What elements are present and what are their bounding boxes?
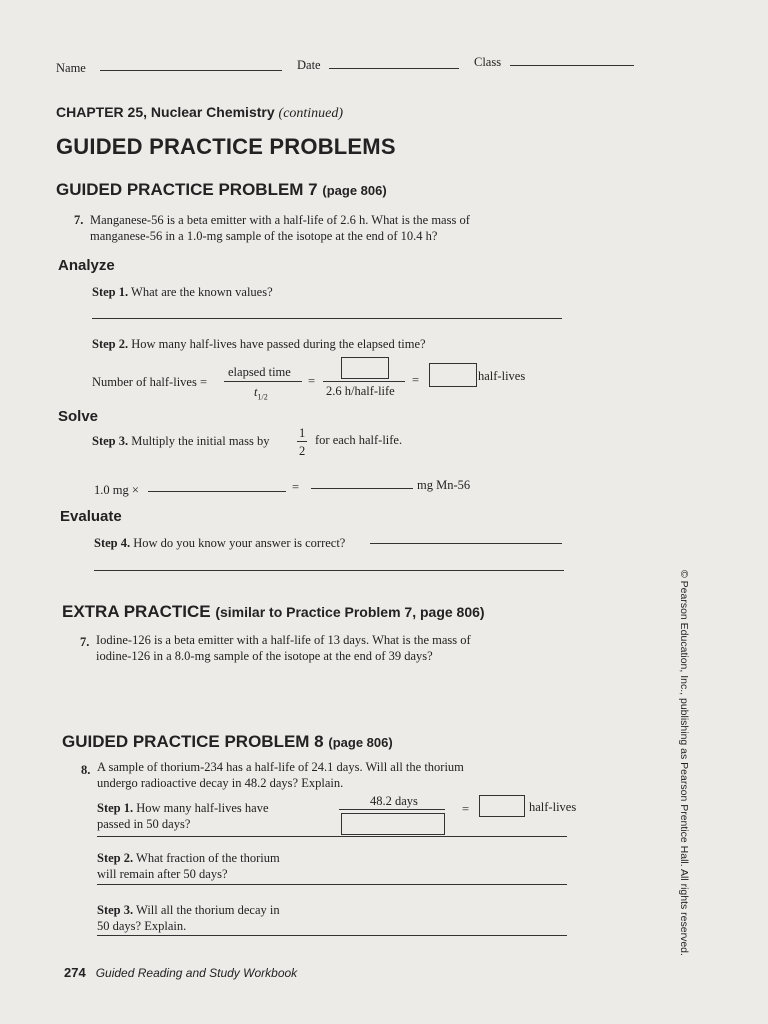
half-fraction-bar [297,441,307,442]
chapter-continued: (continued) [278,106,344,121]
gpp7-step2-label: Step 2. [92,337,129,351]
gpp7-page: (page 806) [322,183,387,198]
gpp8-step1-label: Step 1. [97,801,134,815]
gpp8-step2 [97,850,280,866]
gpp7-step1-text: What are the known values? [131,285,273,299]
gpp8-step1-line[interactable] [97,836,567,837]
gpp7-step4-answer-line[interactable] [94,570,564,571]
gpp7-question-line1: Manganese-56 is a beta emitter with a half-life of 2.6 h. What is the mass of [90,213,470,227]
footer [64,964,297,982]
footer-page-number: 274 [64,965,86,980]
gpp8-page: (page 806) [328,735,393,750]
footer-book-title: Guided Reading and Study Workbook [95,966,298,980]
gpp7-step1-label: Step 1. [92,285,129,299]
gpp7-step3 [92,433,269,449]
gpp8-question-line1: A sample of thorium-234 has a half-life of 24.1 days. Will all the thorium [97,760,464,774]
gpp7-step3-text: Multiply the initial mass by [131,434,270,448]
gpp8-step3-label: Step 3. [97,903,134,917]
gpp8-step3-text-b: 50 days? Explain. [97,919,187,933]
gpp8-question-line2: undergo radioactive decay in 48.2 days? Explain. [97,776,344,790]
mass-start: 1.0 mg × [94,483,139,497]
gpp7-step1 [92,284,273,300]
gpp7-question-line2: manganese-56 in a 1.0-mg sample of the isotope at the end of 10.4 h? [90,229,438,243]
extra-practice-heading [62,602,485,622]
halflife-denominator: 2.6 h/half-life [326,384,395,398]
gpp7-heading [56,180,387,200]
gpp8-step2-text-b: will remain after 50 days? [97,867,228,881]
equals-3: = [292,480,300,494]
elapsed-time-label: elapsed time [228,365,291,379]
date-label: Date [297,58,321,72]
gpp8-denominator-box[interactable] [341,813,445,835]
gpp8-number: 8. [81,763,91,777]
gpp8-equals: = [462,802,470,816]
gpp8-step3-text-a: Will all the thorium decay in [136,903,280,917]
name-label: Name [56,61,86,75]
analyze-heading: Analyze [58,257,115,274]
chapter-title: CHAPTER 25, Nuclear Chemistry [56,104,275,120]
gpp8-unit: half-lives [529,800,577,814]
extra-sub: (similar to Practice Problem 7, page 806) [215,604,485,620]
gpp8-numerator: 48.2 days [370,794,418,808]
page-title: GUIDED PRACTICE PROBLEMS [56,134,396,159]
mass-unit: mg Mn-56 [417,478,471,492]
name-blank[interactable] [100,70,282,71]
solve-heading: Solve [58,408,99,425]
gpp8-title: GUIDED PRACTICE PROBLEM 8 [62,732,324,751]
gpp8-step3-line[interactable] [97,935,567,936]
evaluate-heading: Evaluate [60,508,122,525]
fraction-bar-1 [224,381,302,382]
copyright-notice: © Pearson Education, Inc., publishing as Pearson Prentice Hall. All rights reserved. [678,570,690,956]
mass-answer-blank[interactable] [311,488,413,489]
half-denominator: 2 [299,444,306,458]
half-numerator: 1 [299,426,306,440]
gpp8-step1-text-a: How many half-lives have [136,801,269,815]
gpp7-step2-text: How many half-lives have passed during the elapsed time? [131,337,426,351]
gpp8-step1 [97,800,269,816]
gpp7-step4 [94,535,345,551]
gpp7-step4-label: Step 4. [94,536,131,550]
gpp8-step1-text-b: passed in 50 days? [97,817,191,831]
multiplier-blank[interactable] [148,491,286,492]
chapter-heading [56,104,343,122]
fraction-bar-2 [323,381,405,382]
gpp8-heading [62,732,393,752]
extra-title: EXTRA PRACTICE [62,602,211,621]
gpp8-step2-text-a: What fraction of the thorium [136,851,280,865]
gpp7-title: GUIDED PRACTICE PROBLEM 7 [56,180,318,199]
class-label: Class [474,55,502,69]
equals-1: = [308,374,316,388]
halflives-lhs: Number of half-lives = [92,375,208,389]
date-blank[interactable] [329,68,459,69]
gpp8-halflives-box[interactable] [479,795,525,817]
gpp7-step1-answer-line[interactable] [92,318,562,319]
extra-question-line2: iodine-126 in a 8.0-mg sample of the isotope at the end of 39 days? [96,649,433,663]
gpp7-number: 7. [74,213,84,227]
gpp8-step2-line[interactable] [97,884,567,885]
t-half-label: $t_{1/2}$ [254,385,268,402]
gpp7-step4-blank[interactable] [370,543,562,544]
extra-number: 7. [80,635,90,649]
extra-question-line1: Iodine-126 is a beta emitter with a half-life of 13 days. What is the mass of [96,633,471,647]
halflives-answer-box[interactable] [429,363,477,387]
gpp7-step3-label: Step 3. [92,434,129,448]
gpp8-step2-label: Step 2. [97,851,134,865]
halflives-unit: half-lives [478,369,526,383]
elapsed-time-input-box[interactable] [341,357,389,379]
gpp7-step3-tail: for each half-life. [315,433,403,447]
gpp8-step3 [97,902,280,918]
gpp7-step4-text: How do you know your answer is correct? [133,536,346,550]
gpp7-step2 [92,336,426,352]
gpp8-fraction-bar [339,809,445,810]
class-blank[interactable] [510,65,634,66]
equals-2: = [412,373,420,387]
